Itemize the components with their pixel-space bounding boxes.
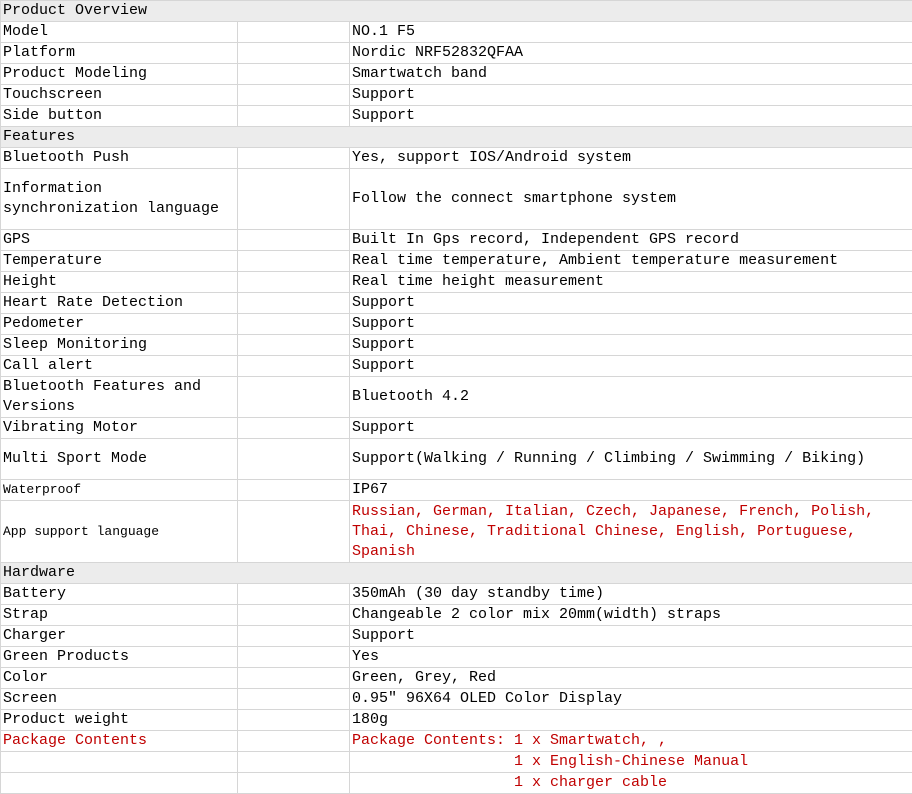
table-row bbox=[1, 731, 912, 752]
row-label: Battery bbox=[1, 584, 238, 605]
table-row bbox=[1, 272, 912, 293]
row-value: Support bbox=[350, 335, 912, 356]
table-row bbox=[1, 584, 912, 605]
row-label: Information synchronization language bbox=[1, 169, 238, 230]
row-value: Bluetooth 4.2 bbox=[350, 377, 912, 418]
table-row bbox=[1, 64, 912, 85]
row-label: Multi Sport Mode bbox=[1, 439, 238, 480]
table-row bbox=[1, 752, 912, 773]
row-label: Strap bbox=[1, 605, 238, 626]
row-value: Real time temperature, Ambient temperature measurement bbox=[350, 251, 912, 272]
row-value: Follow the connect smartphone system bbox=[350, 169, 912, 230]
package-line-3: 1 x charger cable bbox=[350, 773, 912, 794]
section-title: Product Overview bbox=[1, 1, 912, 22]
table-row bbox=[1, 605, 912, 626]
table-row bbox=[1, 710, 912, 731]
row-label: Bluetooth Features and Versions bbox=[1, 377, 238, 418]
row-label: Color bbox=[1, 668, 238, 689]
section-hardware bbox=[1, 563, 912, 584]
table-row bbox=[1, 377, 912, 418]
row-value: Support bbox=[350, 356, 912, 377]
section-title: Features bbox=[1, 127, 912, 148]
row-label: Vibrating Motor bbox=[1, 418, 238, 439]
table-row bbox=[1, 439, 912, 480]
row-value: Support bbox=[350, 626, 912, 647]
row-value: Yes, support IOS/Android system bbox=[350, 148, 912, 169]
row-label: Green Products bbox=[1, 647, 238, 668]
table-row bbox=[1, 43, 912, 64]
row-value: Yes bbox=[350, 647, 912, 668]
table-row bbox=[1, 773, 912, 794]
table-row bbox=[1, 668, 912, 689]
row-value: 180g bbox=[350, 710, 912, 731]
row-label: Touchscreen bbox=[1, 85, 238, 106]
row-label: Model bbox=[1, 22, 238, 43]
package-line-2: 1 x English-Chinese Manual bbox=[350, 752, 912, 773]
row-value: Nordic NRF52832QFAA bbox=[350, 43, 912, 64]
row-value: Support bbox=[350, 314, 912, 335]
row-label: Call alert bbox=[1, 356, 238, 377]
row-value: IP67 bbox=[350, 480, 912, 501]
row-label: Charger bbox=[1, 626, 238, 647]
row-value: Support bbox=[350, 85, 912, 106]
row-label: Sleep Monitoring bbox=[1, 335, 238, 356]
row-value: Smartwatch band bbox=[350, 64, 912, 85]
table-row bbox=[1, 230, 912, 251]
row-label: Product weight bbox=[1, 710, 238, 731]
row-value: 0.95″ 96X64 OLED Color Display bbox=[350, 689, 912, 710]
package-line-1: Package Contents: 1 x Smartwatch, , bbox=[350, 731, 912, 752]
row-value: Real time height measurement bbox=[350, 272, 912, 293]
row-value: Russian, German, Italian, Czech, Japanese, French, Polish, Thai, Chinese, Traditional Chinese, English, Portuguese, Spanish bbox=[350, 501, 912, 563]
row-label: Pedometer bbox=[1, 314, 238, 335]
table-row bbox=[1, 148, 912, 169]
row-label: GPS bbox=[1, 230, 238, 251]
row-value: Support bbox=[350, 106, 912, 127]
row-value: Changeable 2 color mix 20mm(width) straps bbox=[350, 605, 912, 626]
table-row bbox=[1, 251, 912, 272]
table-row bbox=[1, 689, 912, 710]
row-value: 350mAh (30 day standby time) bbox=[350, 584, 912, 605]
table-row bbox=[1, 22, 912, 43]
table-row bbox=[1, 356, 912, 377]
section-overview bbox=[1, 1, 912, 22]
row-label: Platform bbox=[1, 43, 238, 64]
section-title: Hardware bbox=[1, 563, 912, 584]
row-value: NO.1 F5 bbox=[350, 22, 912, 43]
section-features bbox=[1, 127, 912, 148]
table-row bbox=[1, 293, 912, 314]
table-row bbox=[1, 418, 912, 439]
row-value: Support bbox=[350, 418, 912, 439]
row-label: Side button bbox=[1, 106, 238, 127]
row-label: App support language bbox=[1, 501, 238, 563]
row-label: Heart Rate Detection bbox=[1, 293, 238, 314]
table-row bbox=[1, 626, 912, 647]
table-row bbox=[1, 501, 912, 563]
table-row bbox=[1, 647, 912, 668]
table-row bbox=[1, 169, 912, 230]
row-value: Built In Gps record, Independent GPS record bbox=[350, 230, 912, 251]
row-label: Temperature bbox=[1, 251, 238, 272]
table-row bbox=[1, 106, 912, 127]
row-value: Support bbox=[350, 293, 912, 314]
row-value: Green, Grey, Red bbox=[350, 668, 912, 689]
table-row bbox=[1, 85, 912, 106]
table-row bbox=[1, 335, 912, 356]
row-label: Height bbox=[1, 272, 238, 293]
table-row bbox=[1, 314, 912, 335]
row-label: Product Modeling bbox=[1, 64, 238, 85]
row-label: Bluetooth Push bbox=[1, 148, 238, 169]
row-label: Screen bbox=[1, 689, 238, 710]
row-label: Waterproof bbox=[1, 480, 238, 501]
row-label: Package Contents bbox=[1, 731, 238, 752]
row-value: Support(Walking / Running / Climbing / Swimming / Biking) bbox=[350, 439, 912, 480]
table-row bbox=[1, 480, 912, 501]
